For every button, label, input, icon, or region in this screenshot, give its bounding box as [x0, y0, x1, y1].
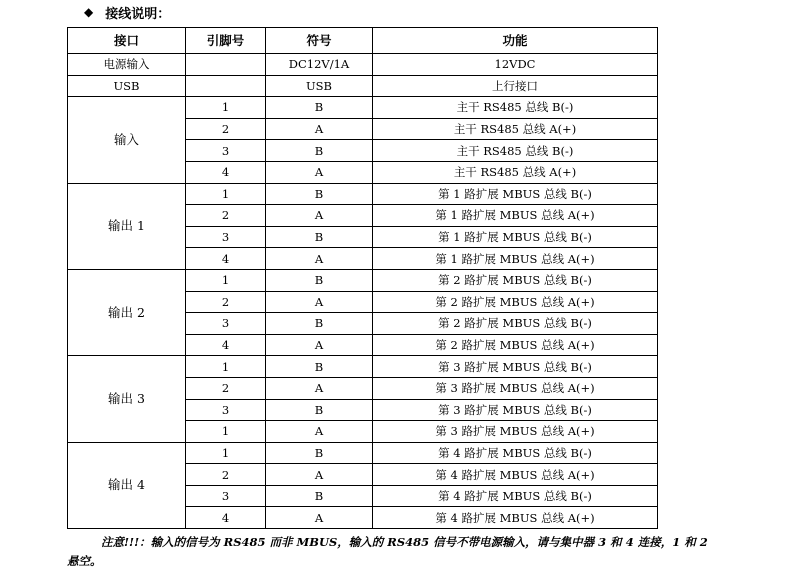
section-title: 接线说明：: [105, 6, 171, 22]
cell-symbol: B: [266, 97, 373, 119]
cell-function: 主干 RS485 总线 A(+): [373, 118, 658, 140]
header-function: 功能: [373, 28, 658, 54]
cell-function: 第 2 路扩展 MBUS 总线 A(+): [373, 291, 658, 313]
cell-pin: 2: [186, 118, 266, 140]
cell-symbol: A: [266, 377, 373, 399]
cell-symbol: DC12V/1A: [266, 54, 373, 76]
cell-symbol: A: [266, 334, 373, 356]
cell-pin: 1: [186, 183, 266, 205]
cell-function: 第 2 路扩展 MBUS 总线 B(-): [373, 313, 658, 335]
table-row: [68, 269, 658, 291]
cell-symbol: A: [266, 507, 373, 529]
cell-function: 第 1 路扩展 MBUS 总线 A(+): [373, 248, 658, 270]
note-text: 注意!!!：输入的信号为 RS485 而非 MBUS，输入的 RS485 信号不带电源输入，请与集中器 3 和 4 连接，1 和 2 悬空。: [67, 535, 708, 568]
cell-function: 第 1 路扩展 MBUS 总线 B(-): [373, 226, 658, 248]
cell-symbol: A: [266, 421, 373, 443]
cell-pin: 1: [186, 356, 266, 378]
cell-function: 第 2 路扩展 MBUS 总线 A(+): [373, 334, 658, 356]
table-row: [68, 183, 658, 205]
cell-function: 第 3 路扩展 MBUS 总线 B(-): [373, 399, 658, 421]
cell-symbol: A: [266, 248, 373, 270]
cell-pin: 3: [186, 399, 266, 421]
table-body: [68, 54, 658, 529]
cell-pin: [186, 75, 266, 97]
cell-symbol: A: [266, 205, 373, 227]
cell-symbol: USB: [266, 75, 373, 97]
diamond-bullet-icon: ◆: [84, 5, 94, 19]
cell-pin: 1: [186, 269, 266, 291]
cell-pin: 2: [186, 291, 266, 313]
cell-interface: 电源输入: [68, 54, 186, 76]
table-row: [68, 442, 658, 464]
cell-pin: 1: [186, 421, 266, 443]
cell-function: 第 3 路扩展 MBUS 总线 B(-): [373, 356, 658, 378]
cell-function: 第 3 路扩展 MBUS 总线 A(+): [373, 377, 658, 399]
cell-pin: 1: [186, 97, 266, 119]
cell-interface: USB: [68, 75, 186, 97]
cell-function: 主干 RS485 总线 A(+): [373, 161, 658, 183]
cell-pin: 2: [186, 205, 266, 227]
cell-pin: 3: [186, 140, 266, 162]
cell-pin: 4: [186, 507, 266, 529]
cell-pin: 1: [186, 442, 266, 464]
cell-interface-group: 输出 4: [68, 442, 186, 528]
cell-symbol: B: [266, 140, 373, 162]
cell-function: 第 2 路扩展 MBUS 总线 B(-): [373, 269, 658, 291]
cell-pin: 4: [186, 161, 266, 183]
cell-pin: 2: [186, 377, 266, 399]
cell-pin: 4: [186, 248, 266, 270]
cell-symbol: A: [266, 118, 373, 140]
section-heading: [84, 2, 170, 22]
cell-pin: 3: [186, 485, 266, 507]
header-pin: 引脚号: [186, 28, 266, 54]
cell-function: 第 4 路扩展 MBUS 总线 B(-): [373, 442, 658, 464]
header-symbol: 符号: [266, 28, 373, 54]
table-header-row: [68, 28, 658, 54]
cell-pin: 3: [186, 226, 266, 248]
cell-symbol: A: [266, 161, 373, 183]
cell-symbol: B: [266, 485, 373, 507]
cell-function: 主干 RS485 总线 B(-): [373, 140, 658, 162]
table-row: [68, 356, 658, 378]
cell-function: 第 3 路扩展 MBUS 总线 A(+): [373, 421, 658, 443]
cell-symbol: B: [266, 183, 373, 205]
cell-symbol: A: [266, 291, 373, 313]
cell-pin: 3: [186, 313, 266, 335]
cell-symbol: B: [266, 442, 373, 464]
cell-function: 第 1 路扩展 MBUS 总线 B(-): [373, 183, 658, 205]
cell-pin: [186, 54, 266, 76]
cell-symbol: B: [266, 313, 373, 335]
cell-symbol: B: [266, 356, 373, 378]
cell-interface-group: 输入: [68, 97, 186, 183]
cell-function: 第 4 路扩展 MBUS 总线 B(-): [373, 485, 658, 507]
cell-function: 第 4 路扩展 MBUS 总线 A(+): [373, 507, 658, 529]
cell-pin: 2: [186, 464, 266, 486]
table-row: [68, 75, 658, 97]
table-row: [68, 97, 658, 119]
cell-symbol: B: [266, 269, 373, 291]
header-interface: 接口: [68, 28, 186, 54]
cell-function: 第 1 路扩展 MBUS 总线 A(+): [373, 205, 658, 227]
cell-interface-group: 输出 2: [68, 269, 186, 355]
wiring-table: [67, 27, 658, 529]
cell-interface-group: 输出 3: [68, 356, 186, 442]
cell-pin: 4: [186, 334, 266, 356]
cell-function: 12VDC: [373, 54, 658, 76]
table-row: [68, 54, 658, 76]
cell-symbol: A: [266, 464, 373, 486]
cell-symbol: B: [266, 399, 373, 421]
cell-function: 第 4 路扩展 MBUS 总线 A(+): [373, 464, 658, 486]
cell-function: 主干 RS485 总线 B(-): [373, 97, 658, 119]
cell-function: 上行接口: [373, 75, 658, 97]
cell-interface-group: 输出 1: [68, 183, 186, 269]
cell-symbol: B: [266, 226, 373, 248]
